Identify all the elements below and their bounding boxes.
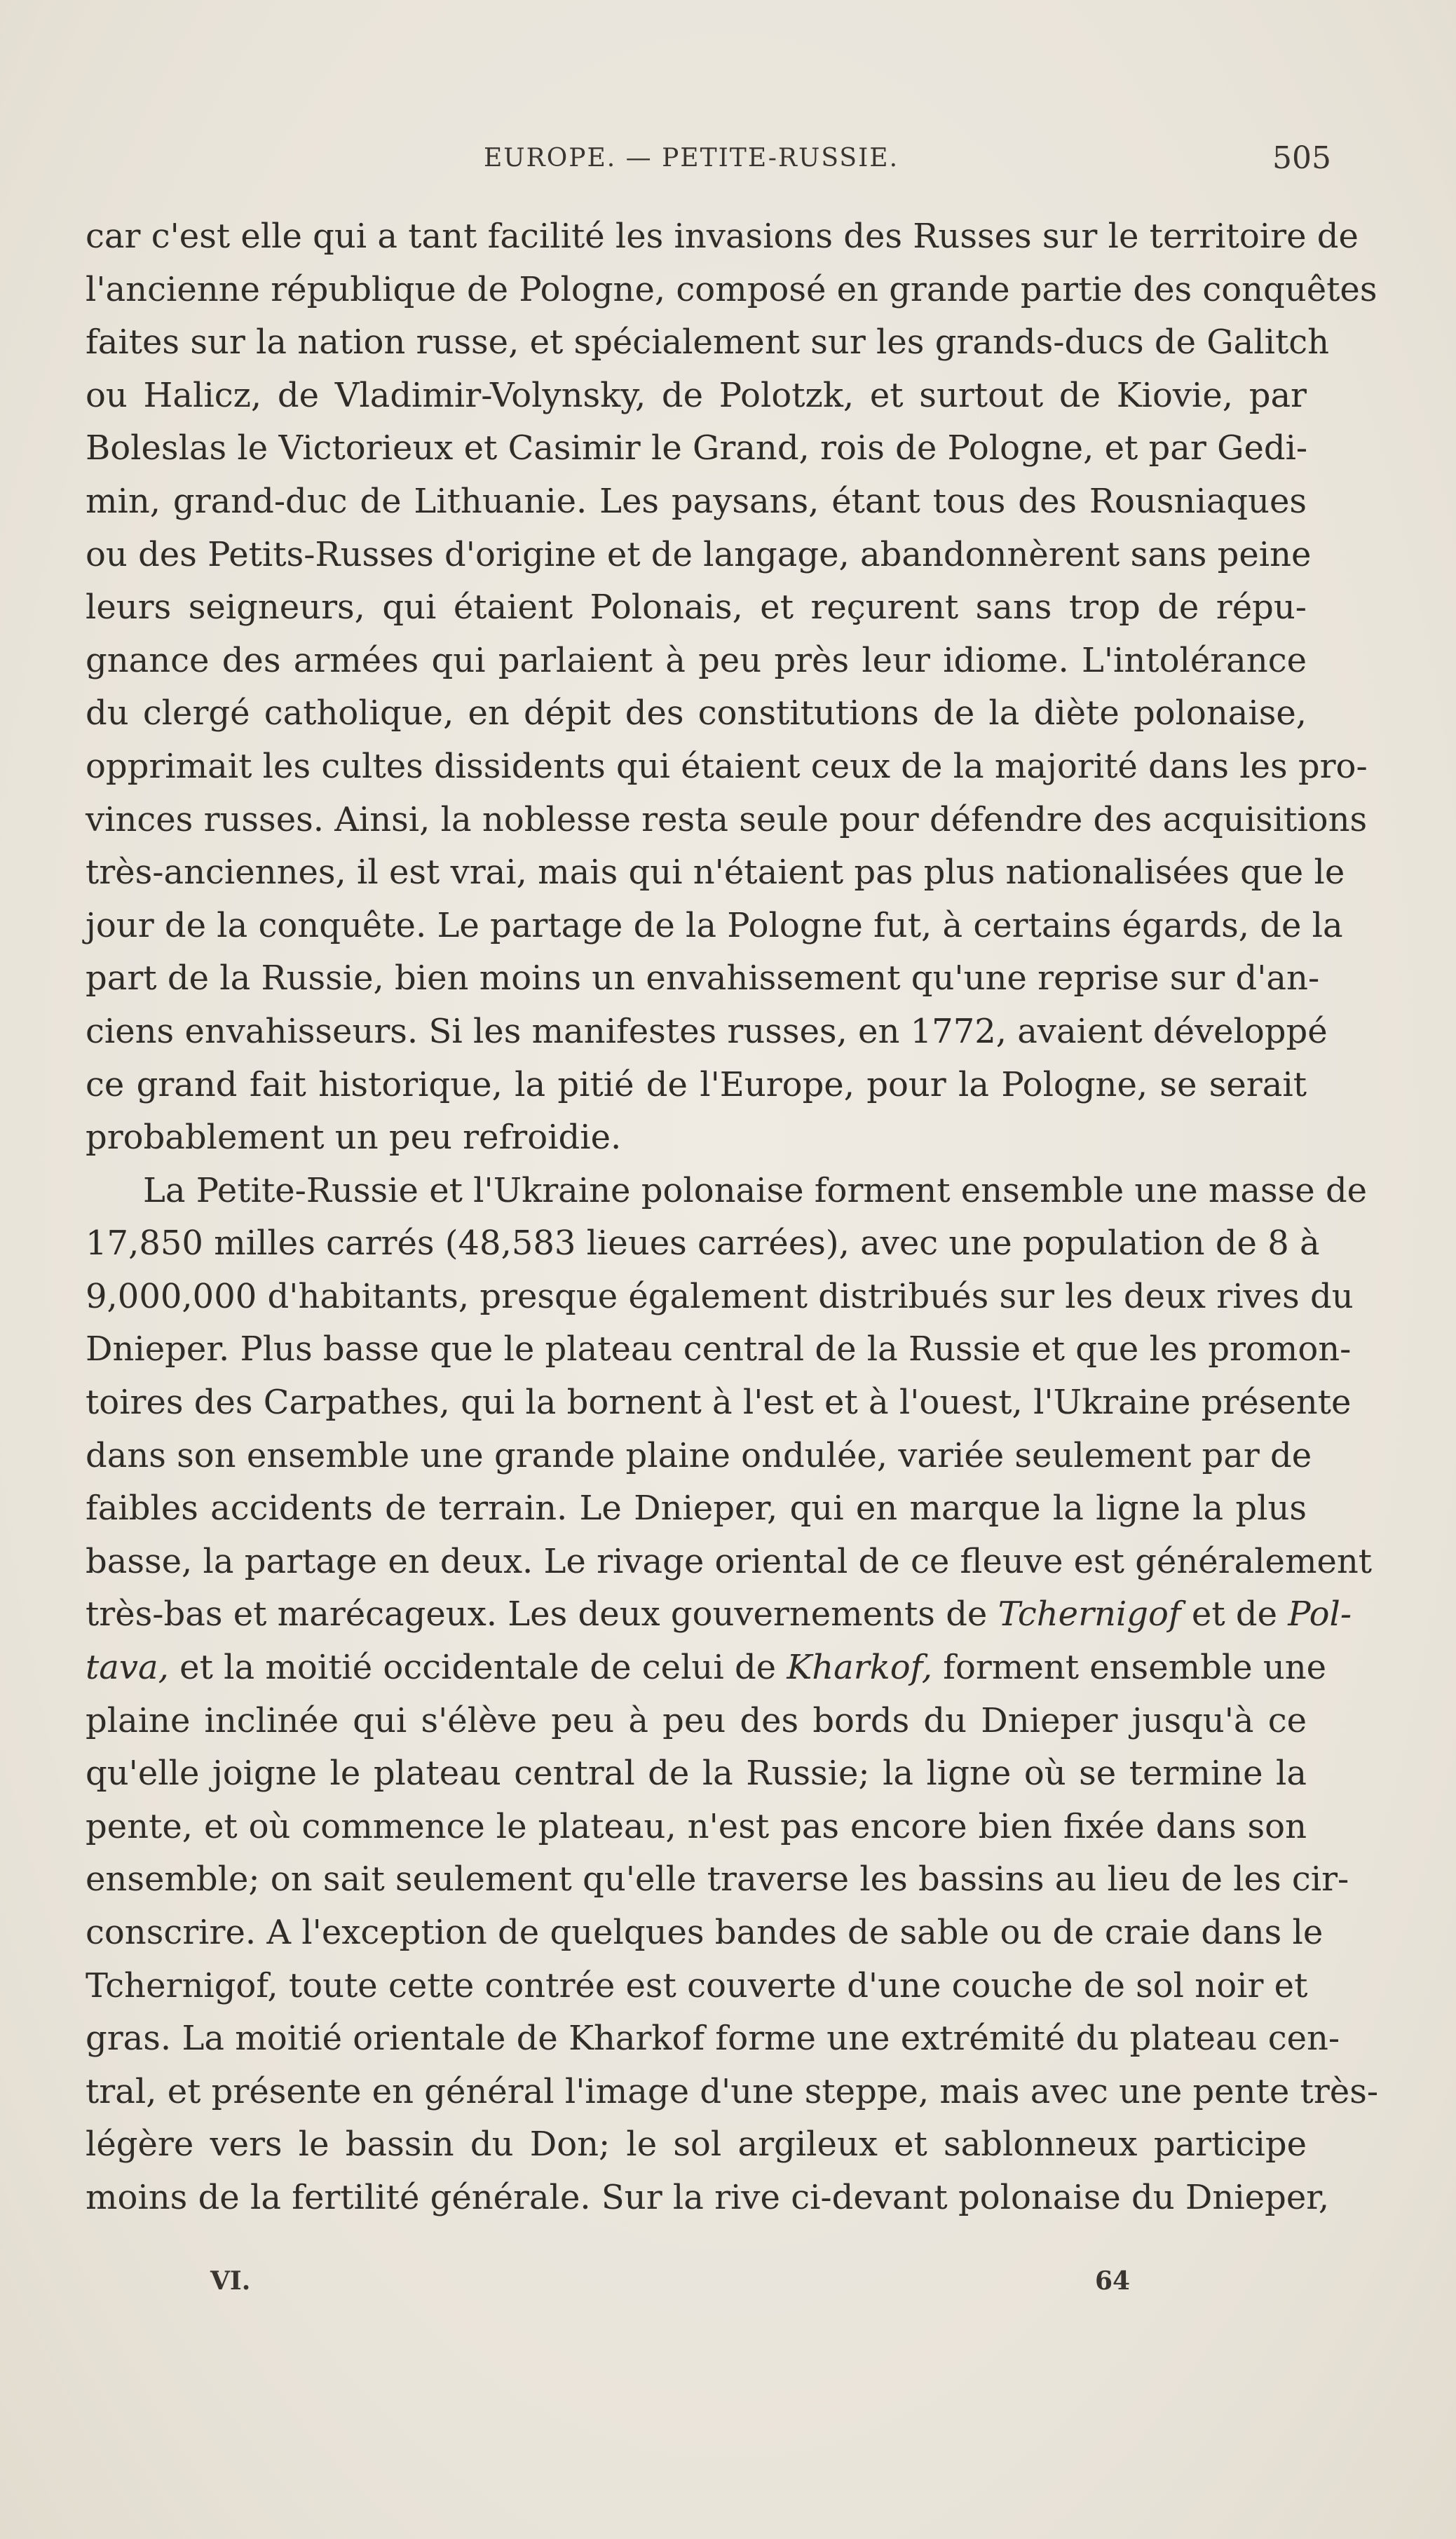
- text-line: légère vers le bassin du Don; le sol argileux et sablonneux participe: [86, 2125, 1307, 2165]
- text-line: faites sur la nation russe, et spécialement sur les grands-ducs de Galitch: [86, 323, 1330, 363]
- text-line: tral, et présente en général l'image d'une steppe, mais avec une pente très-: [86, 2071, 1379, 2111]
- signature-mark: 64: [1095, 2266, 1131, 2296]
- text-line: pente, et où commence le plateau, n'est pas encore bien fixée dans son: [86, 1806, 1307, 1846]
- page-number: 505: [1272, 140, 1331, 176]
- text-line: l'ancienne république de Pologne, composé en grande partie des conquêtes: [86, 269, 1377, 309]
- text-line: gnance des armées qui parlaient à peu près leur idiome. L'intolérance: [86, 640, 1307, 680]
- text-line: part de la Russie, bien moins un envahissement qu'une reprise sur d'an-: [86, 959, 1320, 998]
- text-line: leurs seigneurs, qui étaient Polonais, et reçurent sans trop de répu-: [86, 588, 1307, 628]
- text-line: dans son ensemble une grande plaine ondulée, variée seulement par de: [86, 1435, 1312, 1475]
- text-line: opprimait les cultes dissidents qui étaient ceux de la majorité dans les pro-: [86, 746, 1368, 786]
- text-line: ciens envahisseurs. Si les manifestes russes, en 1772, avaient développé: [86, 1011, 1328, 1051]
- text-line: La Petite-Russie et l'Ukraine polonaise forment ensemble une masse de: [143, 1170, 1368, 1210]
- text-line: probablement un peu refroidie.: [86, 1118, 622, 1158]
- text-line: plaine inclinée qui s'élève peu à peu des bords du Dnieper jusqu'à ce: [86, 1700, 1307, 1740]
- text-line: ou Halicz, de Vladimir-Volynsky, de Polotzk, et surtout de Kiovie, par: [86, 375, 1307, 415]
- text-line: ou des Petits-Russes d'origine et de langage, abandonnèrent sans peine: [86, 534, 1312, 574]
- text-line: moins de la fertilité générale. Sur la rive ci-devant polonaise du Dnieper,: [86, 2177, 1330, 2217]
- volume-mark: VI.: [210, 2266, 251, 2296]
- text-line: jour de la conquête. Le partage de la Pologne fut, à certains égards, de la: [86, 905, 1343, 945]
- text-line: ce grand fait historique, la pitié de l'Europe, pour la Pologne, se serait: [86, 1064, 1307, 1104]
- text-line: Tchernigof, toute cette contrée est couverte d'une couche de sol noir et: [86, 1965, 1308, 2005]
- text-line: 17,850 milles carrés (48,583 lieues carrées), avec une population de 8 à: [86, 1224, 1320, 1264]
- text-line: Boleslas le Victorieux et Casimir le Grand, rois de Pologne, et par Gedi-: [86, 428, 1308, 468]
- text-line: très-bas et marécageux. Les deux gouvernements de Tchernigof et de Pol-: [86, 1595, 1352, 1634]
- text-line: toires des Carpathes, qui la bornent à l'est et à l'ouest, l'Ukraine présente: [86, 1383, 1352, 1423]
- text-line: basse, la partage en deux. Le rivage oriental de ce fleuve est généralement: [86, 1541, 1373, 1581]
- text-line: du clergé catholique, en dépit des constitutions de la diète polonaise,: [86, 693, 1307, 733]
- body-text: [86, 210, 1379, 2225]
- text-line: tava, et la moitié occidentale de celui de Kharkof, forment ensemble une: [86, 1648, 1327, 1688]
- text-line: ensemble; on sait seulement qu'elle traverse les bassins au lieu de les cir-: [86, 1860, 1349, 1900]
- text-line: 9,000,000 d'habitants, presque également distribués sur les deux rives du: [86, 1276, 1354, 1316]
- text-line: vinces russes. Ainsi, la noblesse resta seule pour défendre des acquisitions: [86, 799, 1368, 839]
- running-head: EUROPE. — PETITE-RUSSIE.: [484, 144, 899, 172]
- text-line: conscrire. A l'exception de quelques bandes de sable ou de craie dans le: [86, 1913, 1324, 1952]
- text-line: gras. La moitié orientale de Kharkof forme une extrémité du plateau cen-: [86, 2019, 1340, 2059]
- text-line: Dnieper. Plus basse que le plateau central de la Russie et que les promon-: [86, 1329, 1352, 1369]
- text-line: min, grand-duc de Lithuanie. Les paysans, étant tous des Rousniaques: [86, 481, 1307, 521]
- text-line: très-anciennes, il est vrai, mais qui n'étaient pas plus nationalisées que le: [86, 853, 1345, 893]
- text-line: faibles accidents de terrain. Le Dnieper, qui en marque la ligne la plus: [86, 1489, 1307, 1529]
- text-line: qu'elle joigne le plateau central de la Russie; la ligne où se termine la: [86, 1754, 1307, 1794]
- text-line: car c'est elle qui a tant facilité les invasions des Russes sur le territoire de: [86, 217, 1359, 256]
- paragraph-1: [86, 210, 1377, 1165]
- paragraph-2: [86, 1165, 1379, 2225]
